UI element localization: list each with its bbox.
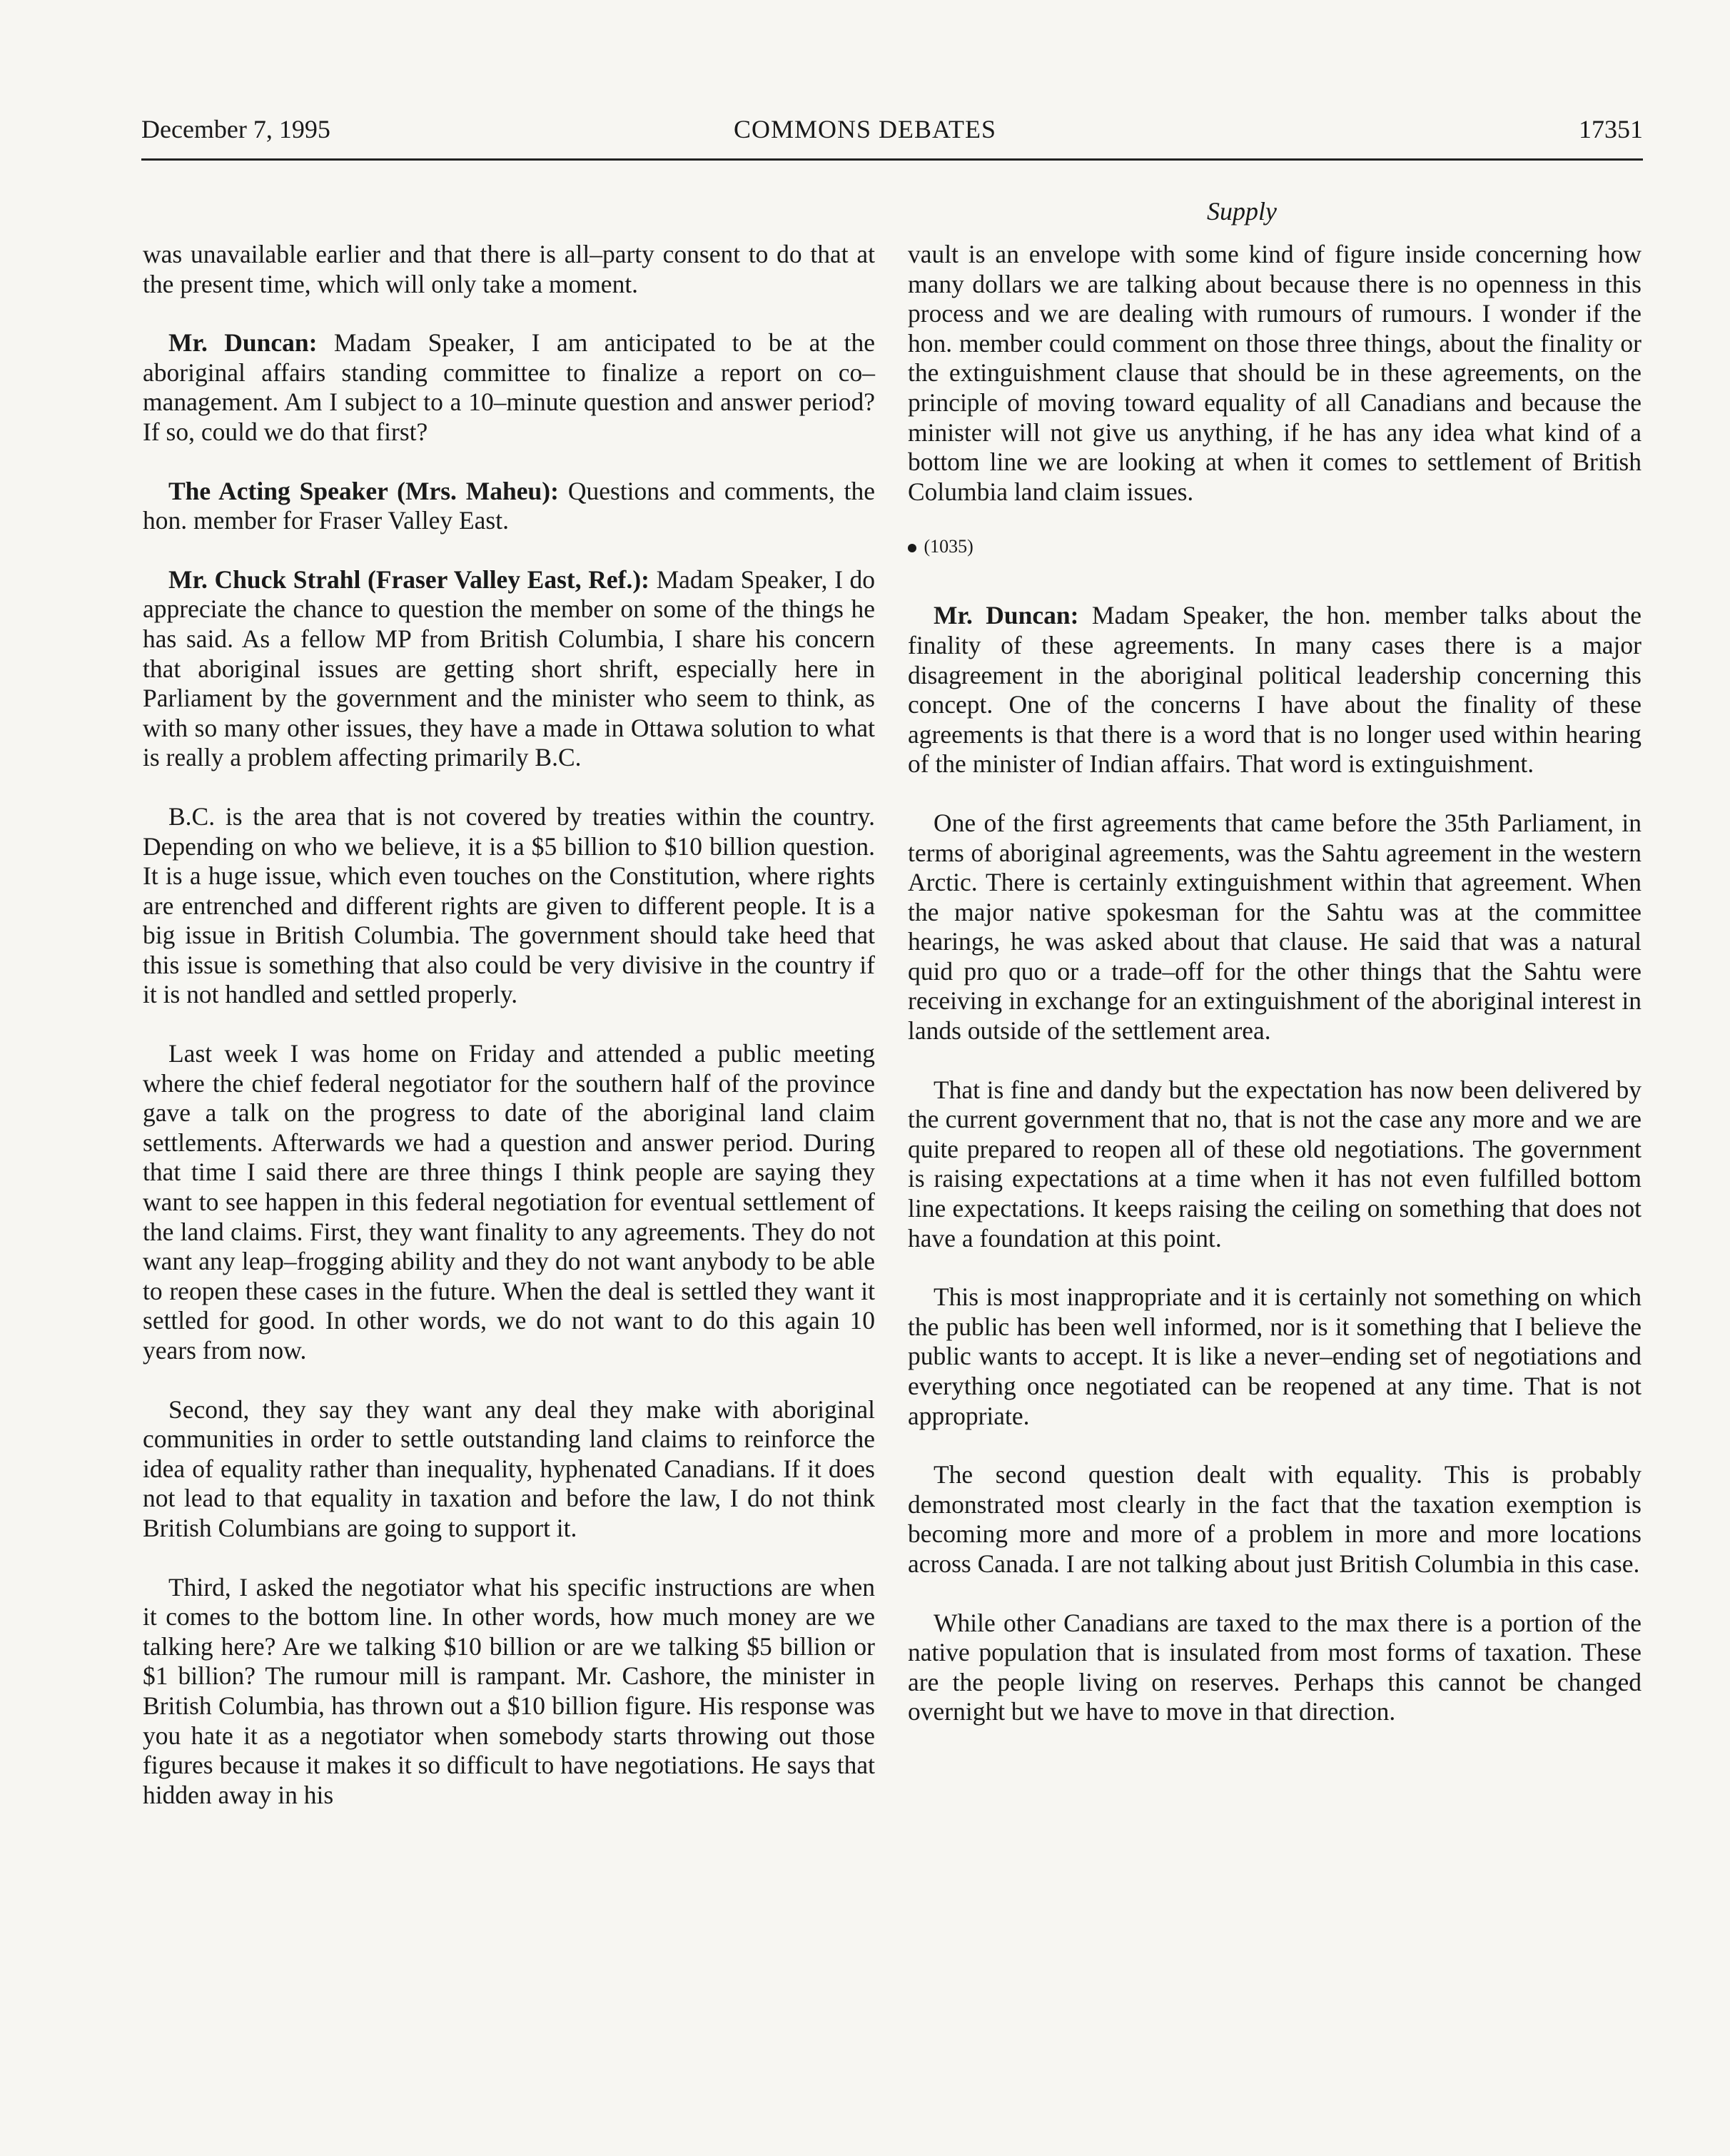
paragraph-text: Madam Speaker, I do appreciate the chance to question the member on some of the things he has said. As a fellow MP from British Columbia, I share his concern that aboriginal issues are getting short shrift, especially here in Parliament by the government and the minister who seem to think, as with so many other issues, they have a made in Ottawa solution to what is really a problem affecting primarily B.C. xyxy=(143,565,876,772)
paragraph xyxy=(908,1609,1642,1727)
paragraph-text: was unavailable earlier and that there is all–party consent to do that at the present time, which will only take a moment. xyxy=(143,240,875,298)
paragraph-text: One of the first agreements that came before the 35th Parliament, in terms of aboriginal agreements, was the Sahtu agreement in the western Arctic. There is certainly extinguishment within that agreement. When the major native spokesman for the Sahtu was at the committee hearings, he was asked about that clause. He said that was a natural quid pro quo or a trade–off for the other things that the Sahtu were receiving in exchange for an extinguishment of the aboriginal interest in lands outside of the settlement area. xyxy=(908,808,1642,1046)
paragraph-text: Second, they say they want any deal they make with aboriginal communities in order to settle outstanding land claims to reinforce the idea of equality rather than inequality, hyphenated Canadians. If it does not lead to that equality in taxation and before the law, I do not think British Columbians are going to support it. xyxy=(143,1395,875,1542)
paragraph xyxy=(143,802,875,1010)
paragraph-text: While other Canadians are taxed to the max there is a portion of the native population that is insulated from most forms of taxation. These are the people living on reserves. Perhaps this cannot be changed overnight but we have to move in that direction. xyxy=(908,1608,1642,1726)
header-publication: COMMONS DEBATES xyxy=(733,115,997,143)
time-marker xyxy=(908,536,1642,557)
paragraph xyxy=(908,601,1642,779)
paragraph xyxy=(143,1039,875,1366)
paragraph xyxy=(908,1460,1642,1579)
paragraph-text: B.C. is the area that is not covered by treaties within the country. Depending on who we believe, it is a $5 billion to $10 billion question. It is a huge issue, which even touches on the Constitution, where rights are entrenched and different rights are given to different people. It is a big issue in British Columbia. The government should take heed that this issue is something that also could be very divisive in the country if it is not handled and settled properly. xyxy=(143,801,875,1009)
paragraph xyxy=(908,809,1642,1046)
paragraph xyxy=(908,1282,1642,1431)
paragraph xyxy=(143,1573,875,1811)
paragraph-text: The second question dealt with equality. This is probably demonstrated most clearly in the fact that the taxation exemption is becoming more and more of a problem in more and more locations across Canada. I are not talking about just British Columbia in this case. xyxy=(908,1460,1642,1578)
paragraph-text: Third, I asked the negotiator what his specific instructions are when it comes to the bottom line. In other words, how much money are we talking here? Are we talking $10 billion or are we talking $5 billion or $1 billion? The rumour mill is rampant. Mr. Cashore, the minister in British Columbia, has thrown out a $10 billion figure. His response was you hate it as a negotiator when somebody starts throwing out those figures because it makes it so difficult to have negotiations. He says that hidden away in his xyxy=(143,1572,875,1809)
header-rule xyxy=(141,158,1643,161)
header-page-number: 17351 xyxy=(1579,115,1643,143)
paragraph-text: Madam Speaker, the hon. member talks about the finality of these agreements. In many cases there is a major disagreement in the aboriginal political leadership concerning this concept. One of the concerns I have about the finality of these agreements is that there is a word that is no longer used within hearing of the minister of Indian affairs. That word is extinguishment. xyxy=(908,601,1642,779)
speaker-name: The Acting Speaker (Mrs. Maheu): xyxy=(168,476,559,505)
section-heading: Supply xyxy=(1207,197,1277,226)
paragraph-text: Madam Speaker, I am anticipated to be at the aboriginal affairs standing committee to finalize a report on co–management. Am I subject to a 10–minute question and answer period? If so, could we do that first? xyxy=(143,328,876,446)
time-marker-text: (1035) xyxy=(924,536,973,557)
right-column xyxy=(908,240,1642,1756)
paragraph-text: That is fine and dandy but the expectation has now been delivered by the current government that no, that is not the case any more and we are quite prepared to reopen all of these old negotiations. The government is raising expectations at a time when it has not even fulfilled bottom line expectations. It keeps raising the ceiling on something that does not have a foundation at this point. xyxy=(908,1075,1642,1252)
bullet-icon xyxy=(908,544,916,552)
left-column xyxy=(143,240,875,1839)
speaker-name: Mr. Duncan: xyxy=(168,328,318,358)
paragraph xyxy=(143,565,875,773)
paragraph xyxy=(143,240,875,299)
paragraph xyxy=(143,328,875,447)
header-date: December 7, 1995 xyxy=(141,115,330,143)
paragraph-text: Questions and comments, the hon. member for Fraser Valley East. xyxy=(143,476,875,535)
paragraph xyxy=(908,1076,1642,1254)
paragraph xyxy=(908,240,1642,507)
speaker-name: Mr. Chuck Strahl (Fraser Valley East, Ref.): xyxy=(168,565,649,594)
speaker-name: Mr. Duncan: xyxy=(934,601,1079,630)
paragraph xyxy=(143,477,875,536)
paragraph-text: vault is an envelope with some kind of figure inside concerning how many dollars we are talking about because there is no openness in this process and we are dealing with rumours of rumours. I wonder if the hon. member could comment on those three things, about the finality or the extinguishment clause that should be in these agreements, on the principle of moving toward equality of all Canadians and because the minister will not give us anything, if he has any idea what kind of a bottom line we are looking at when it comes to settlement of British Columbia land claim issues. xyxy=(908,240,1642,506)
paragraph-text: This is most inappropriate and it is certainly not something on which the public has been well informed, nor is it something that I believe the public wants to accept. It is like a never–ending set of negotiations and everything once negotiated can be reopened at any time. That is not appropriate. xyxy=(908,1282,1642,1430)
paragraph-text: Last week I was home on Friday and attended a public meeting where the chief federal negotiator for the southern half of the province gave a talk on the progress to date of the aboriginal land claim settlements. Afterwards we had a question and answer period. During that time I said there are three things I think people are saying they want to see happen in this federal negotiation for eventual settlement of the land claims. First, they want finality to any agreements. They do not want any leap–frogging ability and they do not want anybody to be able to reopen these cases in the future. When the deal is settled they want it settled for good. In other words, we do not want to do this again 10 years from now. xyxy=(143,1039,875,1365)
paragraph xyxy=(143,1395,875,1544)
